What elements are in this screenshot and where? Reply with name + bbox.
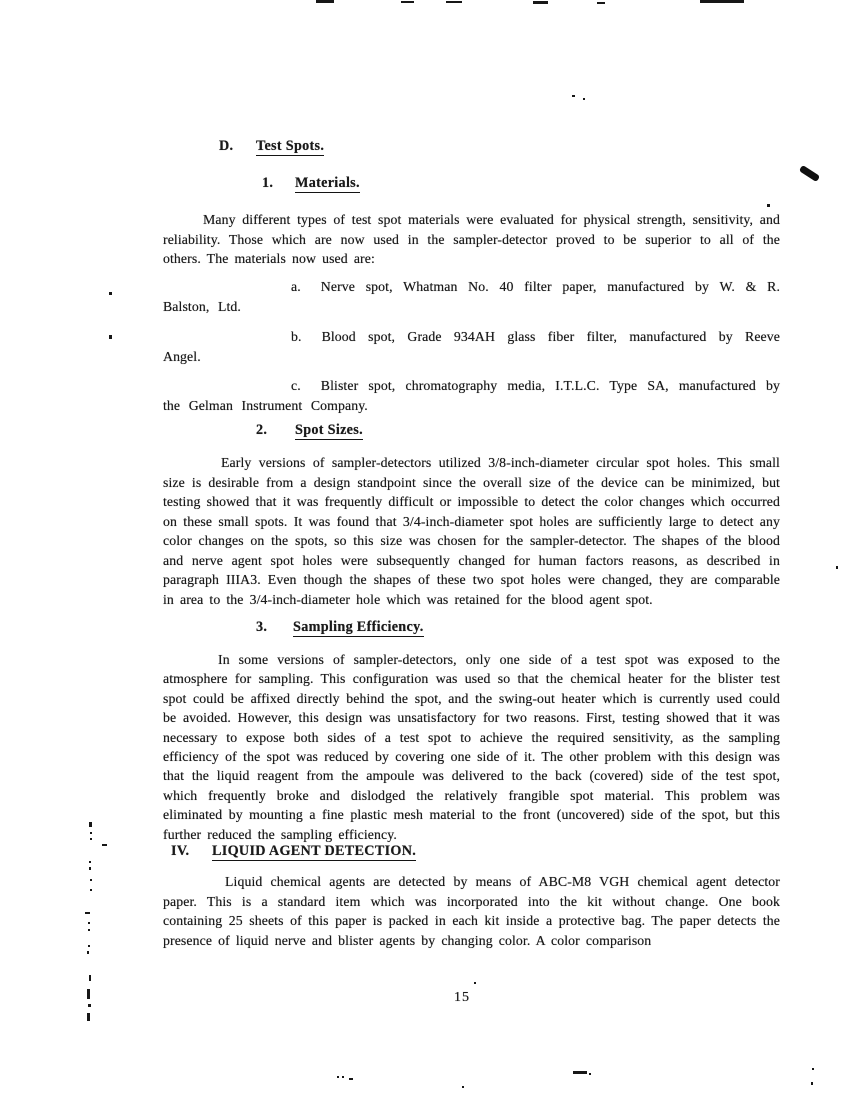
scan-mark: [811, 1082, 813, 1085]
scan-mark: [87, 1013, 90, 1021]
subsection-heading-materials: [262, 175, 360, 192]
scan-mark: [88, 929, 90, 931]
scan-mark: [90, 838, 92, 840]
material-item-b: [163, 327, 780, 366]
item-text: Blood spot, Grade 934AH glass fiber filter, manufactured by Reeve Angel.: [163, 329, 780, 364]
subsection-label: 2.: [256, 422, 268, 438]
scan-mark: [342, 1076, 344, 1078]
item-text: Nerve spot, Whatman No. 40 filter paper, manufactured by W. & R. Balston, Ltd.: [163, 279, 780, 314]
scan-mark: [89, 867, 91, 870]
scan-mark: [401, 1, 414, 3]
pen-mark: [799, 165, 820, 182]
liquid-agent-paragraph: Liquid chemical agents are detected by means of ABC-M8 VGH chemical agent detector paper. This is a standard item which was incorporated into the kit without change. One book containing 25 sheets of this paper is packed in each kit inside a protective bag. The paper detects the presence of liquid nerve and blister agents by changing color. A color comparison: [163, 874, 780, 948]
material-item-a: [163, 277, 780, 316]
scan-mark: [474, 982, 476, 984]
scan-mark: [316, 0, 334, 3]
scan-mark: [572, 95, 575, 97]
scan-mark: [767, 204, 770, 207]
scan-mark: [89, 861, 91, 863]
scan-mark: [109, 335, 112, 339]
scan-mark: [87, 951, 89, 954]
scan-mark: [102, 844, 107, 846]
section-heading-liquid-agent-detection: [171, 843, 416, 860]
scan-mark: [573, 1071, 587, 1074]
scan-mark: [88, 945, 90, 947]
subsection-label: 1.: [262, 175, 274, 191]
scan-mark: [462, 1086, 464, 1088]
scan-mark: [700, 0, 744, 3]
scan-mark: [87, 989, 90, 999]
scan-mark: [89, 822, 92, 827]
scan-mark: [85, 912, 90, 914]
scan-mark: [109, 292, 112, 295]
scan-mark: [90, 832, 92, 834]
item-text: Blister spot, chromatography media, I.T.L.C. Type SA, manufactured by the Gelman Instrument Company.: [163, 378, 780, 413]
material-item-c: [163, 376, 780, 415]
materials-intro-paragraph: Many different types of test spot materials were evaluated for physical strength, sensitivity, and reliability. Those which are now used in the sampler-detector proved to be superior to all of the others. The materials now used are:: [163, 212, 780, 266]
section-label: D.: [219, 138, 234, 154]
sampling-efficiency-paragraph: In some versions of sampler-detectors, only one side of a test spot was exposed to the atmosphere for sampling. This configuration was used so that the chemical heater for the blister test spot could be affixed directly behind the spot, and the swing-out heater which is currently used could be avoided. However, this design was unsatisfactory for two reasons. First, testing showed that it was necessary to expose both sides of a test spot to achieve the required sensitivity, as the sampling efficiency of the spot was reduced by covering one side of it. The other problem with this design was that the liquid reagent from the ampoule was delivered to the back (covered) side of the test spot, which frequently broke and dislodged the relatively frangible spot material. This problem was eliminated by mounting a fine plastic mesh material to the front (uncovered) side of the spot, but this further reduced the sampling efficiency.: [163, 652, 780, 842]
subsection-title: Materials.: [295, 175, 360, 191]
scan-mark: [90, 879, 92, 881]
spot-sizes-paragraph: Early versions of sampler-detectors utilized 3/8-inch-diameter circular spot holes. This small size is desirable from a design standpoint since the overall size of the device can be minimized, but testing showed that it was frequently difficult or impossible to detect the color changes which occurred on these small spots. It was found that 3/4-inch-diameter spot holes are sufficiently large to detect any color changes on the spots, so this size was chosen for the sampler-detector. The shapes of the blood and nerve agent spot holes were subsequently changed for human factors reasons, as described in paragraph IIIA3. Even though the shapes of these two spot holes were changed, they are comparable in area to the 3/4-inch-diameter hole which was retained for the blood agent spot.: [163, 455, 780, 607]
item-label: c.: [291, 378, 301, 393]
scan-mark: [597, 2, 605, 4]
page-number: 15: [454, 990, 470, 1005]
scan-mark: [583, 98, 585, 100]
subsection-heading-sampling-efficiency: [256, 619, 424, 636]
section-title: Test Spots.: [256, 138, 325, 154]
subsection-label: 3.: [256, 619, 268, 635]
scan-mark: [589, 1073, 591, 1075]
scan-mark: [836, 566, 838, 569]
scan-mark: [446, 1, 462, 3]
scan-mark: [337, 1076, 339, 1078]
scan-mark: [533, 1, 548, 4]
section-heading-test-spots: [219, 138, 324, 155]
scan-mark: [88, 922, 90, 924]
subsection-title: Sampling Efficiency.: [293, 619, 424, 635]
scan-mark: [89, 975, 91, 981]
subsection-heading-spot-sizes: [256, 422, 363, 439]
subsection-title: Spot Sizes.: [295, 422, 363, 438]
item-label: b.: [291, 329, 302, 344]
section-label: IV.: [171, 843, 190, 859]
item-label: a.: [291, 279, 301, 294]
scan-mark: [90, 889, 92, 891]
scan-mark: [812, 1068, 814, 1070]
scan-mark: [88, 1004, 91, 1007]
scan-mark: [349, 1078, 353, 1080]
section-title: LIQUID AGENT DETECTION.: [212, 843, 417, 859]
